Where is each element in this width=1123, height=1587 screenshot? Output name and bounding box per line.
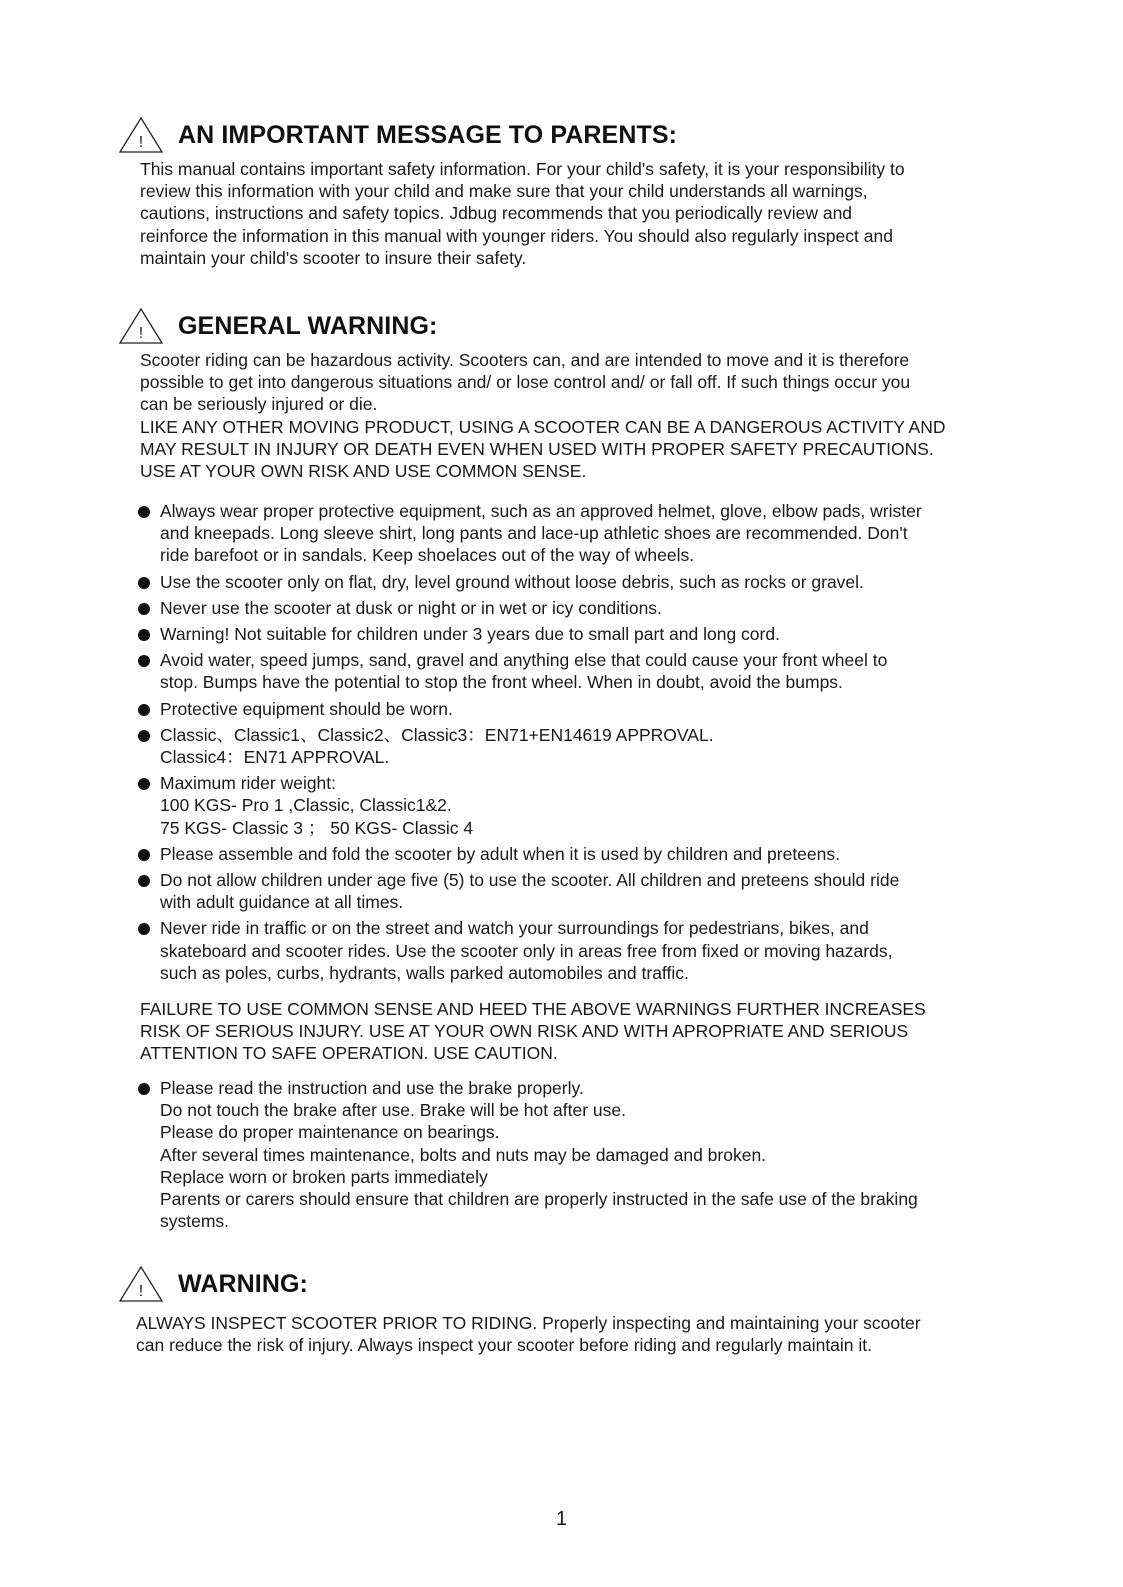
bullet-line: Please assemble and fold the scooter by adult when it is used by children and preteens. (160, 843, 840, 864)
paragraph-line: can reduce the risk of injury. Always inspect your scooter before riding and regularly maintain it. (136, 1335, 873, 1356)
list-item (138, 571, 1018, 593)
svg-text:!: ! (138, 1283, 144, 1300)
bullet-line: skateboard and scooter rides. Use the scooter only in areas free from fixed or moving hazards, (160, 940, 893, 961)
parents-heading-text: AN IMPORTANT MESSAGE TO PARENTS: (178, 120, 678, 149)
parents-heading (118, 116, 677, 154)
bullet-line: systems. (160, 1211, 230, 1232)
general-warning-heading-text: GENERAL WARNING: (178, 311, 438, 340)
bullet-line: Do not touch the brake after use. Brake will be hot after use. (160, 1100, 626, 1121)
bullet-line: and kneepads. Long sleeve shirt, long pants and lace-up athletic shoes are recommended. Don't (160, 523, 908, 544)
list-item (138, 623, 1018, 645)
safety-bullet-list (138, 500, 1018, 984)
list-item (138, 500, 1018, 567)
brake-bullet-list (138, 1077, 1018, 1232)
bullet-line: Please do proper maintenance on bearings. (160, 1122, 500, 1143)
paragraph-line: Scooter riding can be hazardous activity. Scooters can, and are intended to move and it is therefore (140, 350, 910, 370)
bullet-line: Replace worn or broken parts immediately (160, 1166, 488, 1187)
paragraph-line: possible to get into dangerous situations and/ or lose control and/ or fall off. If such things occur you (140, 372, 911, 393)
bullet-line: Maximum rider weight: (160, 773, 337, 794)
bullet-line: Do not allow children under age five (5) to use the scooter. All children and preteens should ride (160, 870, 900, 891)
svg-text:!: ! (138, 134, 144, 151)
warning-triangle-icon (118, 307, 164, 345)
paragraph-line: USE AT YOUR OWN RISK AND USE COMMON SENSE. (140, 461, 587, 482)
bullet-line: Please read the instruction and use the brake properly. (160, 1078, 584, 1098)
bullet-line: with adult guidance at all times. (160, 892, 404, 913)
bullet-line: Warning! Not suitable for children under 3 years due to small part and long cord. (160, 624, 780, 645)
paragraph-line: ATTENTION TO SAFE OPERATION. USE CAUTION. (140, 1043, 558, 1064)
paragraph-line: This manual contains important safety information. For your child's safety, it is your responsibility to (140, 159, 905, 179)
bullet-line: After several times maintenance, bolts and nuts may be damaged and broken. (160, 1144, 767, 1165)
bullet-line: Classic、Classic1、Classic2、Classic3：EN71+EN14619 APPROVAL. (160, 724, 714, 745)
bullet-line: Avoid water, speed jumps, sand, gravel and anything else that could cause your front wheel to (160, 650, 888, 671)
bullet-line: such as poles, curbs, hydrants, walls parked automobiles and traffic. (160, 962, 689, 983)
list-item (138, 724, 1018, 768)
bullet-line: Never use the scooter at dusk or night or in wet or icy conditions. (160, 597, 662, 618)
bullet-line: Classic4：EN71 APPROVAL. (160, 747, 390, 768)
paragraph-line: reinforce the information in this manual with younger riders. You should also regularly inspect and (140, 225, 893, 246)
bullet-line: ride barefoot or in sandals. Keep shoelaces out of the way of wheels. (160, 545, 695, 566)
list-item (138, 843, 1018, 865)
bullet-line: Use the scooter only on flat, dry, level ground without loose debris, such as rocks or gravel. (160, 571, 864, 592)
paragraph-line: RISK OF SERIOUS INJURY. USE AT YOUR OWN RISK AND WITH APROPRIATE AND SERIOUS (140, 1021, 909, 1042)
warning-triangle-icon (118, 116, 164, 154)
page-number: 1 (555, 1508, 568, 1530)
paragraph-line: ALWAYS INSPECT SCOOTER PRIOR TO RIDING. Properly inspecting and maintaining your scooter (136, 1313, 921, 1333)
list-item (138, 917, 1018, 984)
list-item (138, 1077, 1018, 1232)
bullet-line: Protective equipment should be worn. (160, 698, 453, 719)
paragraph-line: FAILURE TO USE COMMON SENSE AND HEED THE ABOVE WARNINGS FURTHER INCREASES (140, 999, 926, 1019)
warning-triangle-icon (118, 1265, 164, 1303)
paragraph-line: review this information with your child and make sure that your child understands all warnings, (140, 181, 868, 202)
warning-heading-text: WARNING: (178, 1269, 308, 1298)
failure-warning-paragraph (140, 998, 1010, 1065)
paragraph-line: cautions, instructions and safety topics. Jdbug recommends that you periodically review and (140, 203, 853, 224)
paragraph-line: LIKE ANY OTHER MOVING PRODUCT, USING A SCOOTER CAN BE A DANGEROUS ACTIVITY AND (140, 416, 946, 437)
list-item (138, 772, 1018, 839)
bullet-line: 75 KGS- Classic 3 ； 50 KGS- Classic 4 (160, 817, 474, 838)
list-item (138, 597, 1018, 619)
warning-heading (118, 1265, 308, 1303)
list-item (138, 869, 1018, 913)
list-item (138, 698, 1018, 720)
svg-text:!: ! (138, 325, 144, 342)
list-item (138, 649, 1018, 693)
paragraph-line: maintain your child's scooter to insure their safety. (140, 247, 527, 268)
general-warning-paragraph (140, 349, 1010, 482)
bullet-line: stop. Bumps have the potential to stop the front wheel. When in doubt, avoid the bumps. (160, 672, 843, 693)
bullet-line: Parents or carers should ensure that children are properly instructed in the safe use of the braking (160, 1189, 918, 1210)
parents-paragraph (140, 158, 1010, 269)
bullet-line: 100 KGS- Pro 1 ,Classic, Classic1&2. (160, 795, 452, 816)
warning-paragraph (136, 1312, 1006, 1356)
bullet-line: Always wear proper protective equipment, such as an approved helmet, glove, elbow pads, wrister (160, 501, 922, 521)
paragraph-line: MAY RESULT IN INJURY OR DEATH EVEN WHEN USED WITH PROPER SAFETY PRECAUTIONS. (140, 438, 934, 459)
paragraph-line: can be seriously injured or die. (140, 394, 378, 415)
general-warning-heading (118, 307, 437, 345)
bullet-line: Never ride in traffic or on the street and watch your surroundings for pedestrians, bikes, and (160, 918, 869, 939)
